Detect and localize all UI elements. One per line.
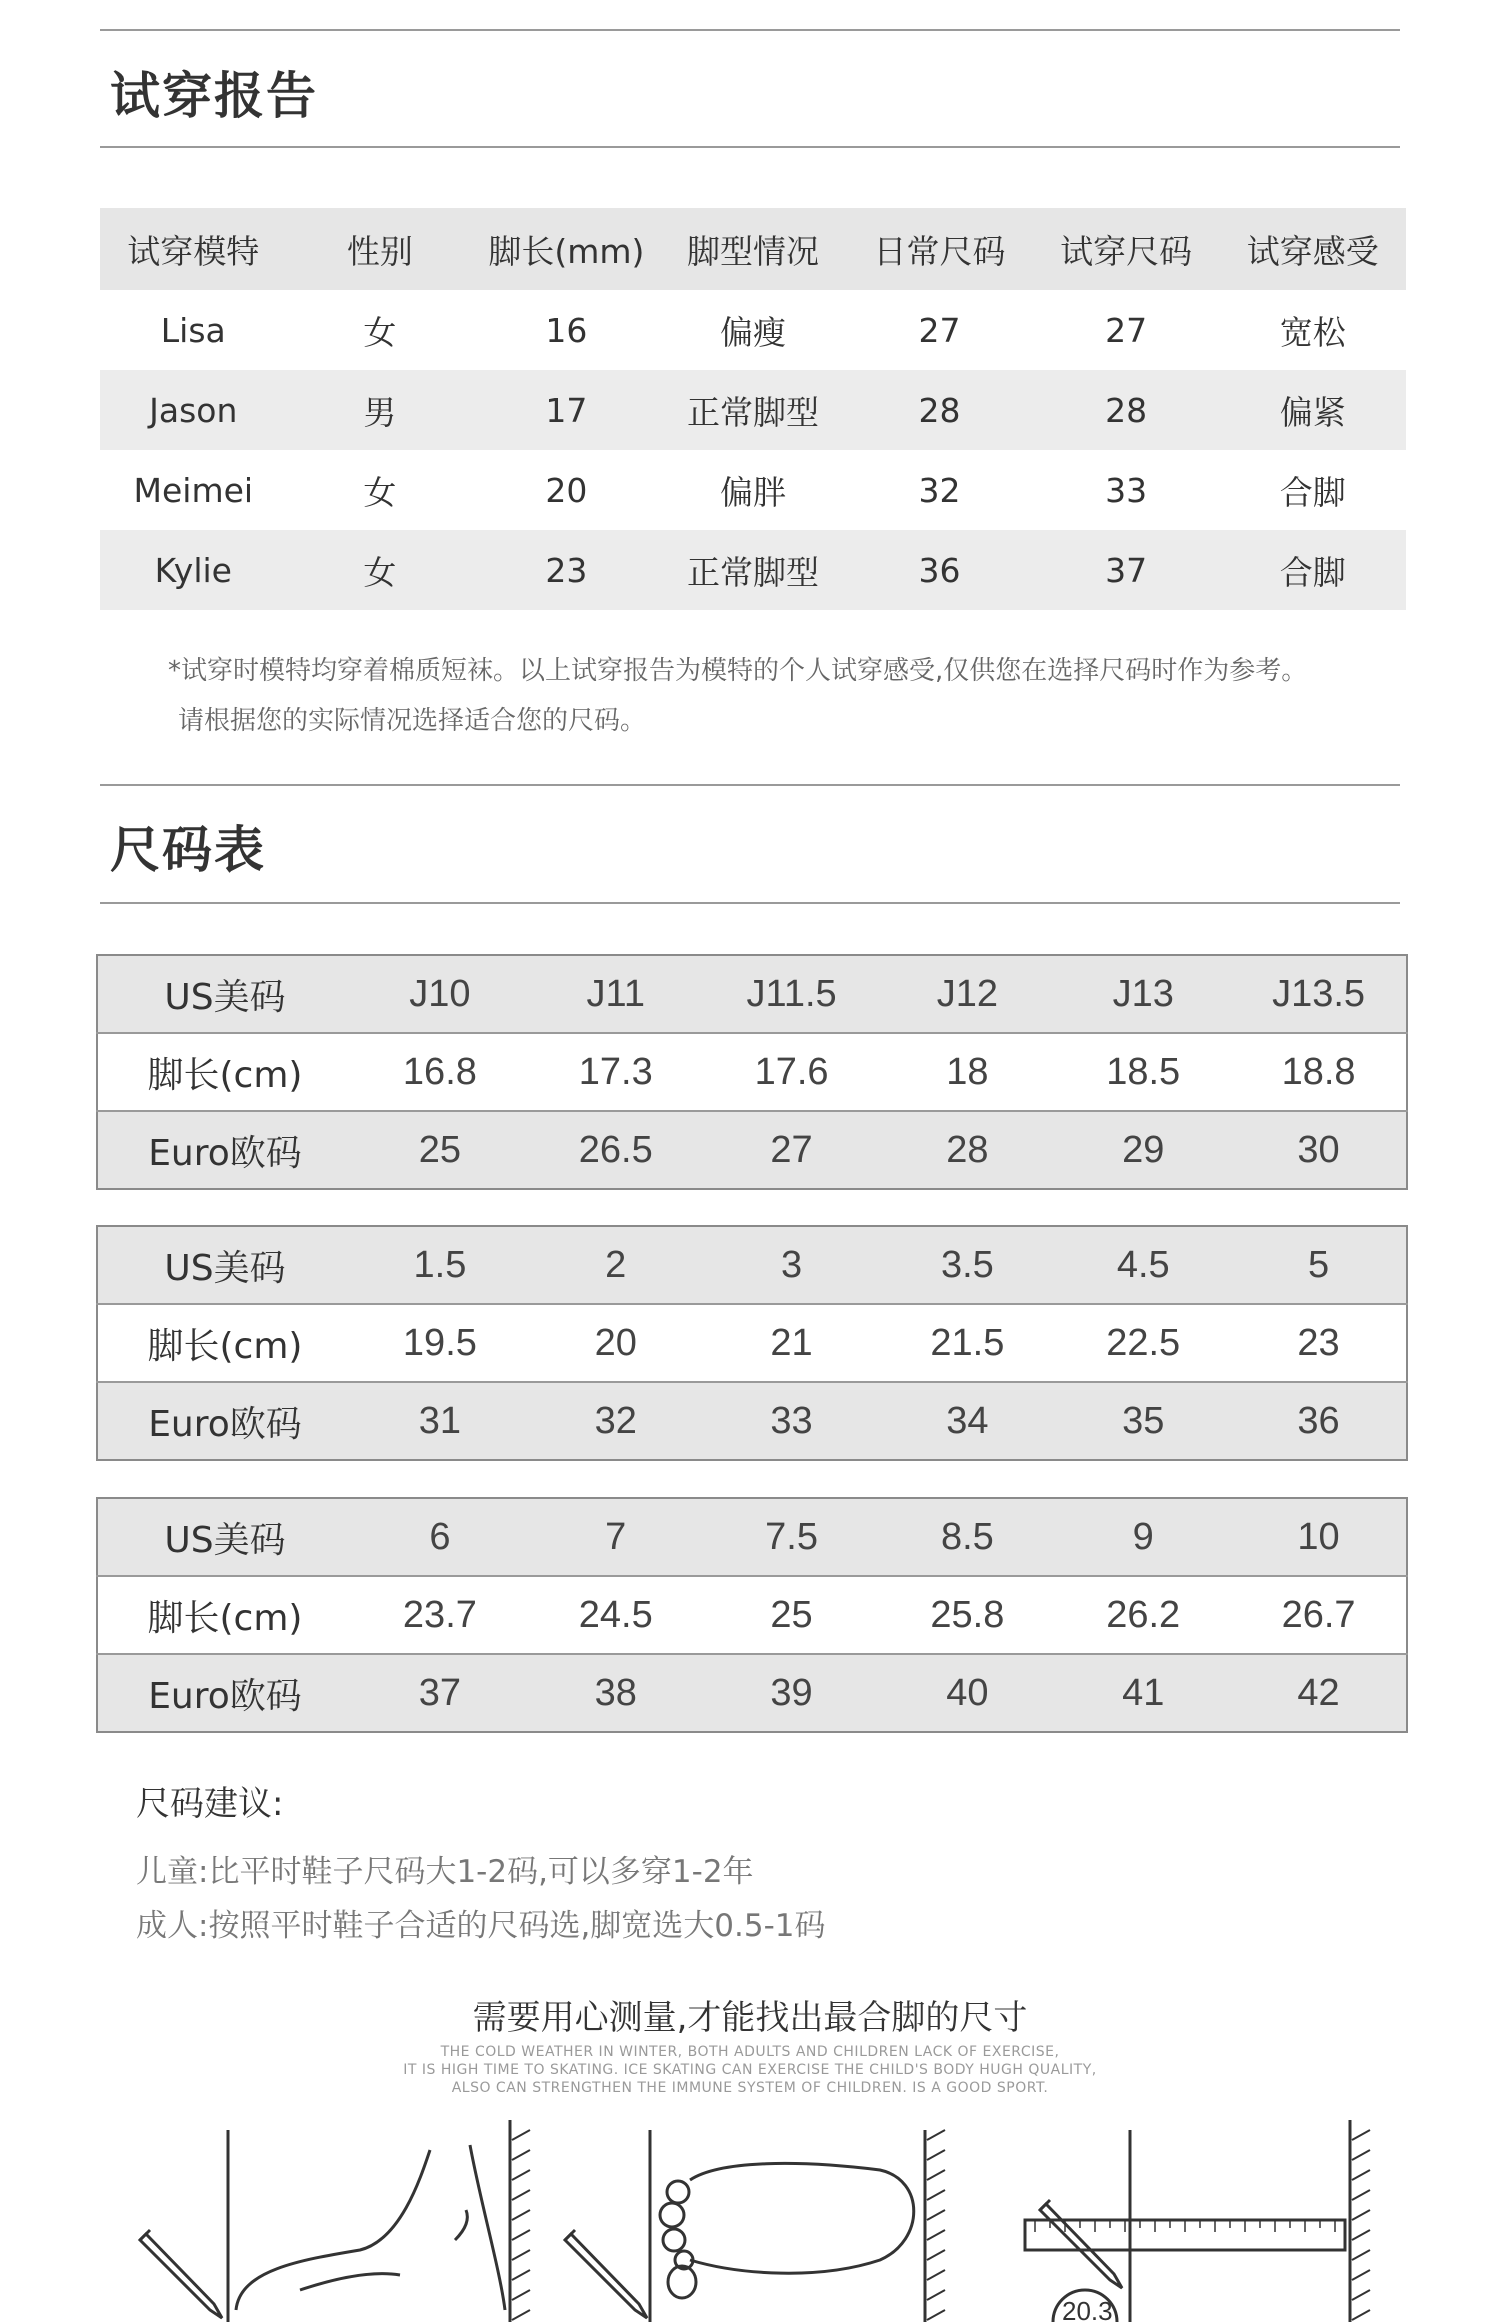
side-foot-illustration <box>140 2120 530 2322</box>
us-size-cell: 6 <box>352 1498 528 1576</box>
euro-size-cell: 27 <box>704 1111 880 1189</box>
feeling-cell: 合脚 <box>1219 450 1406 530</box>
euro-size-cell: 31 <box>352 1382 528 1460</box>
foot-length-cell: 23 <box>1231 1304 1407 1382</box>
us-size-cell: J13 <box>1055 955 1231 1033</box>
foot-length-cell: 19.5 <box>352 1304 528 1382</box>
euro-label: Euro欧码 <box>97 1111 352 1189</box>
us-size-cell: 4.5 <box>1055 1226 1231 1304</box>
foot-length-cell: 17.3 <box>528 1033 704 1111</box>
model-name: Jason <box>100 370 287 450</box>
euro-size-cell: 25 <box>352 1111 528 1189</box>
foot-length-cell: 20 <box>528 1304 704 1382</box>
foot-length-cell: 23 <box>473 530 660 610</box>
us-size-cell: 7.5 <box>704 1498 880 1576</box>
foot-type-cell: 偏瘦 <box>660 290 847 370</box>
foot-length-cell: 16 <box>473 290 660 370</box>
us-size-cell: J10 <box>352 955 528 1033</box>
report-title: 试穿报告 <box>110 67 318 125</box>
model-name: Kylie <box>100 530 287 610</box>
euro-size-cell: 40 <box>879 1654 1055 1732</box>
pencil-icon <box>565 2230 647 2318</box>
euro-size-cell: 29 <box>1055 1111 1231 1189</box>
us-size-cell: J11.5 <box>704 955 880 1033</box>
measure-en-line2: IT IS HIGH TIME TO SKATING. ICE SKATING CAN EXERCISE THE CHILD'S BODY HUGH QUALITY, <box>403 2062 1097 2078</box>
foot-length-row <box>97 1033 1407 1111</box>
size-table-3 <box>96 1497 1408 1733</box>
us-label: US美码 <box>97 955 352 1033</box>
foot-type-cell: 正常脚型 <box>660 370 847 450</box>
daily-size-cell: 36 <box>846 530 1033 610</box>
euro-size-cell: 30 <box>1231 1111 1407 1189</box>
euro-size-cell: 42 <box>1231 1654 1407 1732</box>
measure-en-line1: THE COLD WEATHER IN WINTER, BOTH ADULTS AND CHILDREN LACK OF EXERCISE, <box>440 2044 1060 2060</box>
size-chart-title-divider <box>100 902 1400 904</box>
euro-size-cell: 32 <box>528 1382 704 1460</box>
measure-en-line3: ALSO CAN STRENGTHEN THE IMMUNE SYSTEM OF CHILDREN. IS A GOOD SPORT. <box>451 2080 1049 2096</box>
euro-label: Euro欧码 <box>97 1382 352 1460</box>
size-chart-divider <box>100 784 1400 786</box>
header-foot-length: 脚长(mm) <box>473 208 660 290</box>
gender-cell: 女 <box>287 290 474 370</box>
euro-size-cell: 39 <box>704 1654 880 1732</box>
foot-length-cell: 20 <box>473 450 660 530</box>
foot-length-cell: 25.8 <box>879 1576 1055 1654</box>
foot-length-cell: 21 <box>704 1304 880 1382</box>
foot-type-cell: 偏胖 <box>660 450 847 530</box>
report-title-divider <box>100 146 1400 148</box>
trial-size-cell: 27 <box>1033 290 1220 370</box>
table-row <box>100 530 1406 610</box>
header-model: 试穿模特 <box>100 208 287 290</box>
euro-size-row <box>97 1654 1407 1732</box>
foot-length-cell: 18.8 <box>1231 1033 1407 1111</box>
foot-length-cell: 17 <box>473 370 660 450</box>
euro-size-cell: 38 <box>528 1654 704 1732</box>
foot-length-cell: 22.5 <box>1055 1304 1231 1382</box>
header-daily-size: 日常尺码 <box>846 208 1033 290</box>
euro-size-row <box>97 1111 1407 1189</box>
us-size-cell: J11 <box>528 955 704 1033</box>
header-feeling: 试穿感受 <box>1219 208 1406 290</box>
table-row <box>100 450 1406 530</box>
table-row <box>100 290 1406 370</box>
feeling-cell: 宽松 <box>1219 290 1406 370</box>
foot-length-label: 脚长(cm) <box>97 1576 352 1654</box>
ruler-illustration <box>1025 2120 1370 2322</box>
daily-size-cell: 28 <box>846 370 1033 450</box>
table-row <box>100 370 1406 450</box>
euro-size-cell: 37 <box>352 1654 528 1732</box>
foot-length-cell: 18.5 <box>1055 1033 1231 1111</box>
us-size-cell: 9 <box>1055 1498 1231 1576</box>
gender-cell: 女 <box>287 450 474 530</box>
euro-size-cell: 36 <box>1231 1382 1407 1460</box>
foot-length-cell: 16.8 <box>352 1033 528 1111</box>
top-foot-illustration <box>565 2130 945 2322</box>
report-header-row <box>100 208 1406 290</box>
header-trial-size: 试穿尺码 <box>1033 208 1220 290</box>
top-divider <box>100 29 1400 31</box>
pencil-icon <box>1040 2200 1122 2288</box>
trial-size-cell: 33 <box>1033 450 1220 530</box>
report-note-line1: *试穿时模特均穿着棉质短袜。以上试穿报告为模特的个人试穿感受,仅供您在选择尺码时作为参考。 <box>168 656 1308 686</box>
try-on-report-table <box>100 208 1406 610</box>
model-name: Meimei <box>100 450 287 530</box>
advice-title: 尺码建议: <box>136 1784 284 1824</box>
us-size-cell: 3.5 <box>879 1226 1055 1304</box>
us-size-cell: 2 <box>528 1226 704 1304</box>
foot-length-cell: 17.6 <box>704 1033 880 1111</box>
euro-size-cell: 41 <box>1055 1654 1231 1732</box>
size-table-2 <box>96 1225 1408 1461</box>
pencil-icon <box>140 2230 222 2318</box>
us-size-cell: 10 <box>1231 1498 1407 1576</box>
size-chart-title: 尺码表 <box>110 821 266 879</box>
measure-title: 需要用心测量,才能找出最合脚的尺寸 <box>472 1998 1028 2038</box>
feeling-cell: 合脚 <box>1219 530 1406 610</box>
foot-length-cell: 21.5 <box>879 1304 1055 1382</box>
foot-length-cell: 26.2 <box>1055 1576 1231 1654</box>
euro-size-cell: 34 <box>879 1382 1055 1460</box>
advice-child: 儿童:比平时鞋子尺码大1-2码,可以多穿1-2年 <box>136 1854 754 1890</box>
us-size-cell: 5 <box>1231 1226 1407 1304</box>
foot-length-row <box>97 1304 1407 1382</box>
us-size-cell: J12 <box>879 955 1055 1033</box>
advice-adult: 成人:按照平时鞋子合适的尺码选,脚宽选大0.5-1码 <box>136 1908 826 1944</box>
euro-size-cell: 28 <box>879 1111 1055 1189</box>
us-size-cell: 1.5 <box>352 1226 528 1304</box>
us-size-cell: 8.5 <box>879 1498 1055 1576</box>
us-size-row <box>97 955 1407 1033</box>
header-gender: 性别 <box>287 208 474 290</box>
us-size-cell: 3 <box>704 1226 880 1304</box>
gender-cell: 男 <box>287 370 474 450</box>
euro-size-cell: 35 <box>1055 1382 1231 1460</box>
daily-size-cell: 27 <box>846 290 1033 370</box>
header-foot-type: 脚型情况 <box>660 208 847 290</box>
feeling-cell: 偏紧 <box>1219 370 1406 450</box>
measurement-illustration <box>0 2100 1500 2322</box>
foot-length-cell: 18 <box>879 1033 1055 1111</box>
us-label: US美码 <box>97 1498 352 1576</box>
euro-size-row <box>97 1382 1407 1460</box>
foot-length-cell: 24.5 <box>528 1576 704 1654</box>
foot-length-row <box>97 1576 1407 1654</box>
trial-size-cell: 37 <box>1033 530 1220 610</box>
foot-type-cell: 正常脚型 <box>660 530 847 610</box>
euro-size-cell: 33 <box>704 1382 880 1460</box>
euro-label: Euro欧码 <box>97 1654 352 1732</box>
ruler-reading: 20.3 <box>1062 2296 1113 2322</box>
us-label: US美码 <box>97 1226 352 1304</box>
foot-length-cell: 25 <box>704 1576 880 1654</box>
us-size-row <box>97 1498 1407 1576</box>
gender-cell: 女 <box>287 530 474 610</box>
foot-length-label: 脚长(cm) <box>97 1304 352 1382</box>
model-name: Lisa <box>100 290 287 370</box>
us-size-cell: J13.5 <box>1231 955 1407 1033</box>
trial-size-cell: 28 <box>1033 370 1220 450</box>
size-table-1 <box>96 954 1408 1190</box>
report-note-line2: 请根据您的实际情况选择适合您的尺码。 <box>178 706 647 736</box>
euro-size-cell: 26.5 <box>528 1111 704 1189</box>
us-size-row <box>97 1226 1407 1304</box>
foot-length-cell: 26.7 <box>1231 1576 1407 1654</box>
foot-length-cell: 23.7 <box>352 1576 528 1654</box>
daily-size-cell: 32 <box>846 450 1033 530</box>
foot-length-label: 脚长(cm) <box>97 1033 352 1111</box>
us-size-cell: 7 <box>528 1498 704 1576</box>
